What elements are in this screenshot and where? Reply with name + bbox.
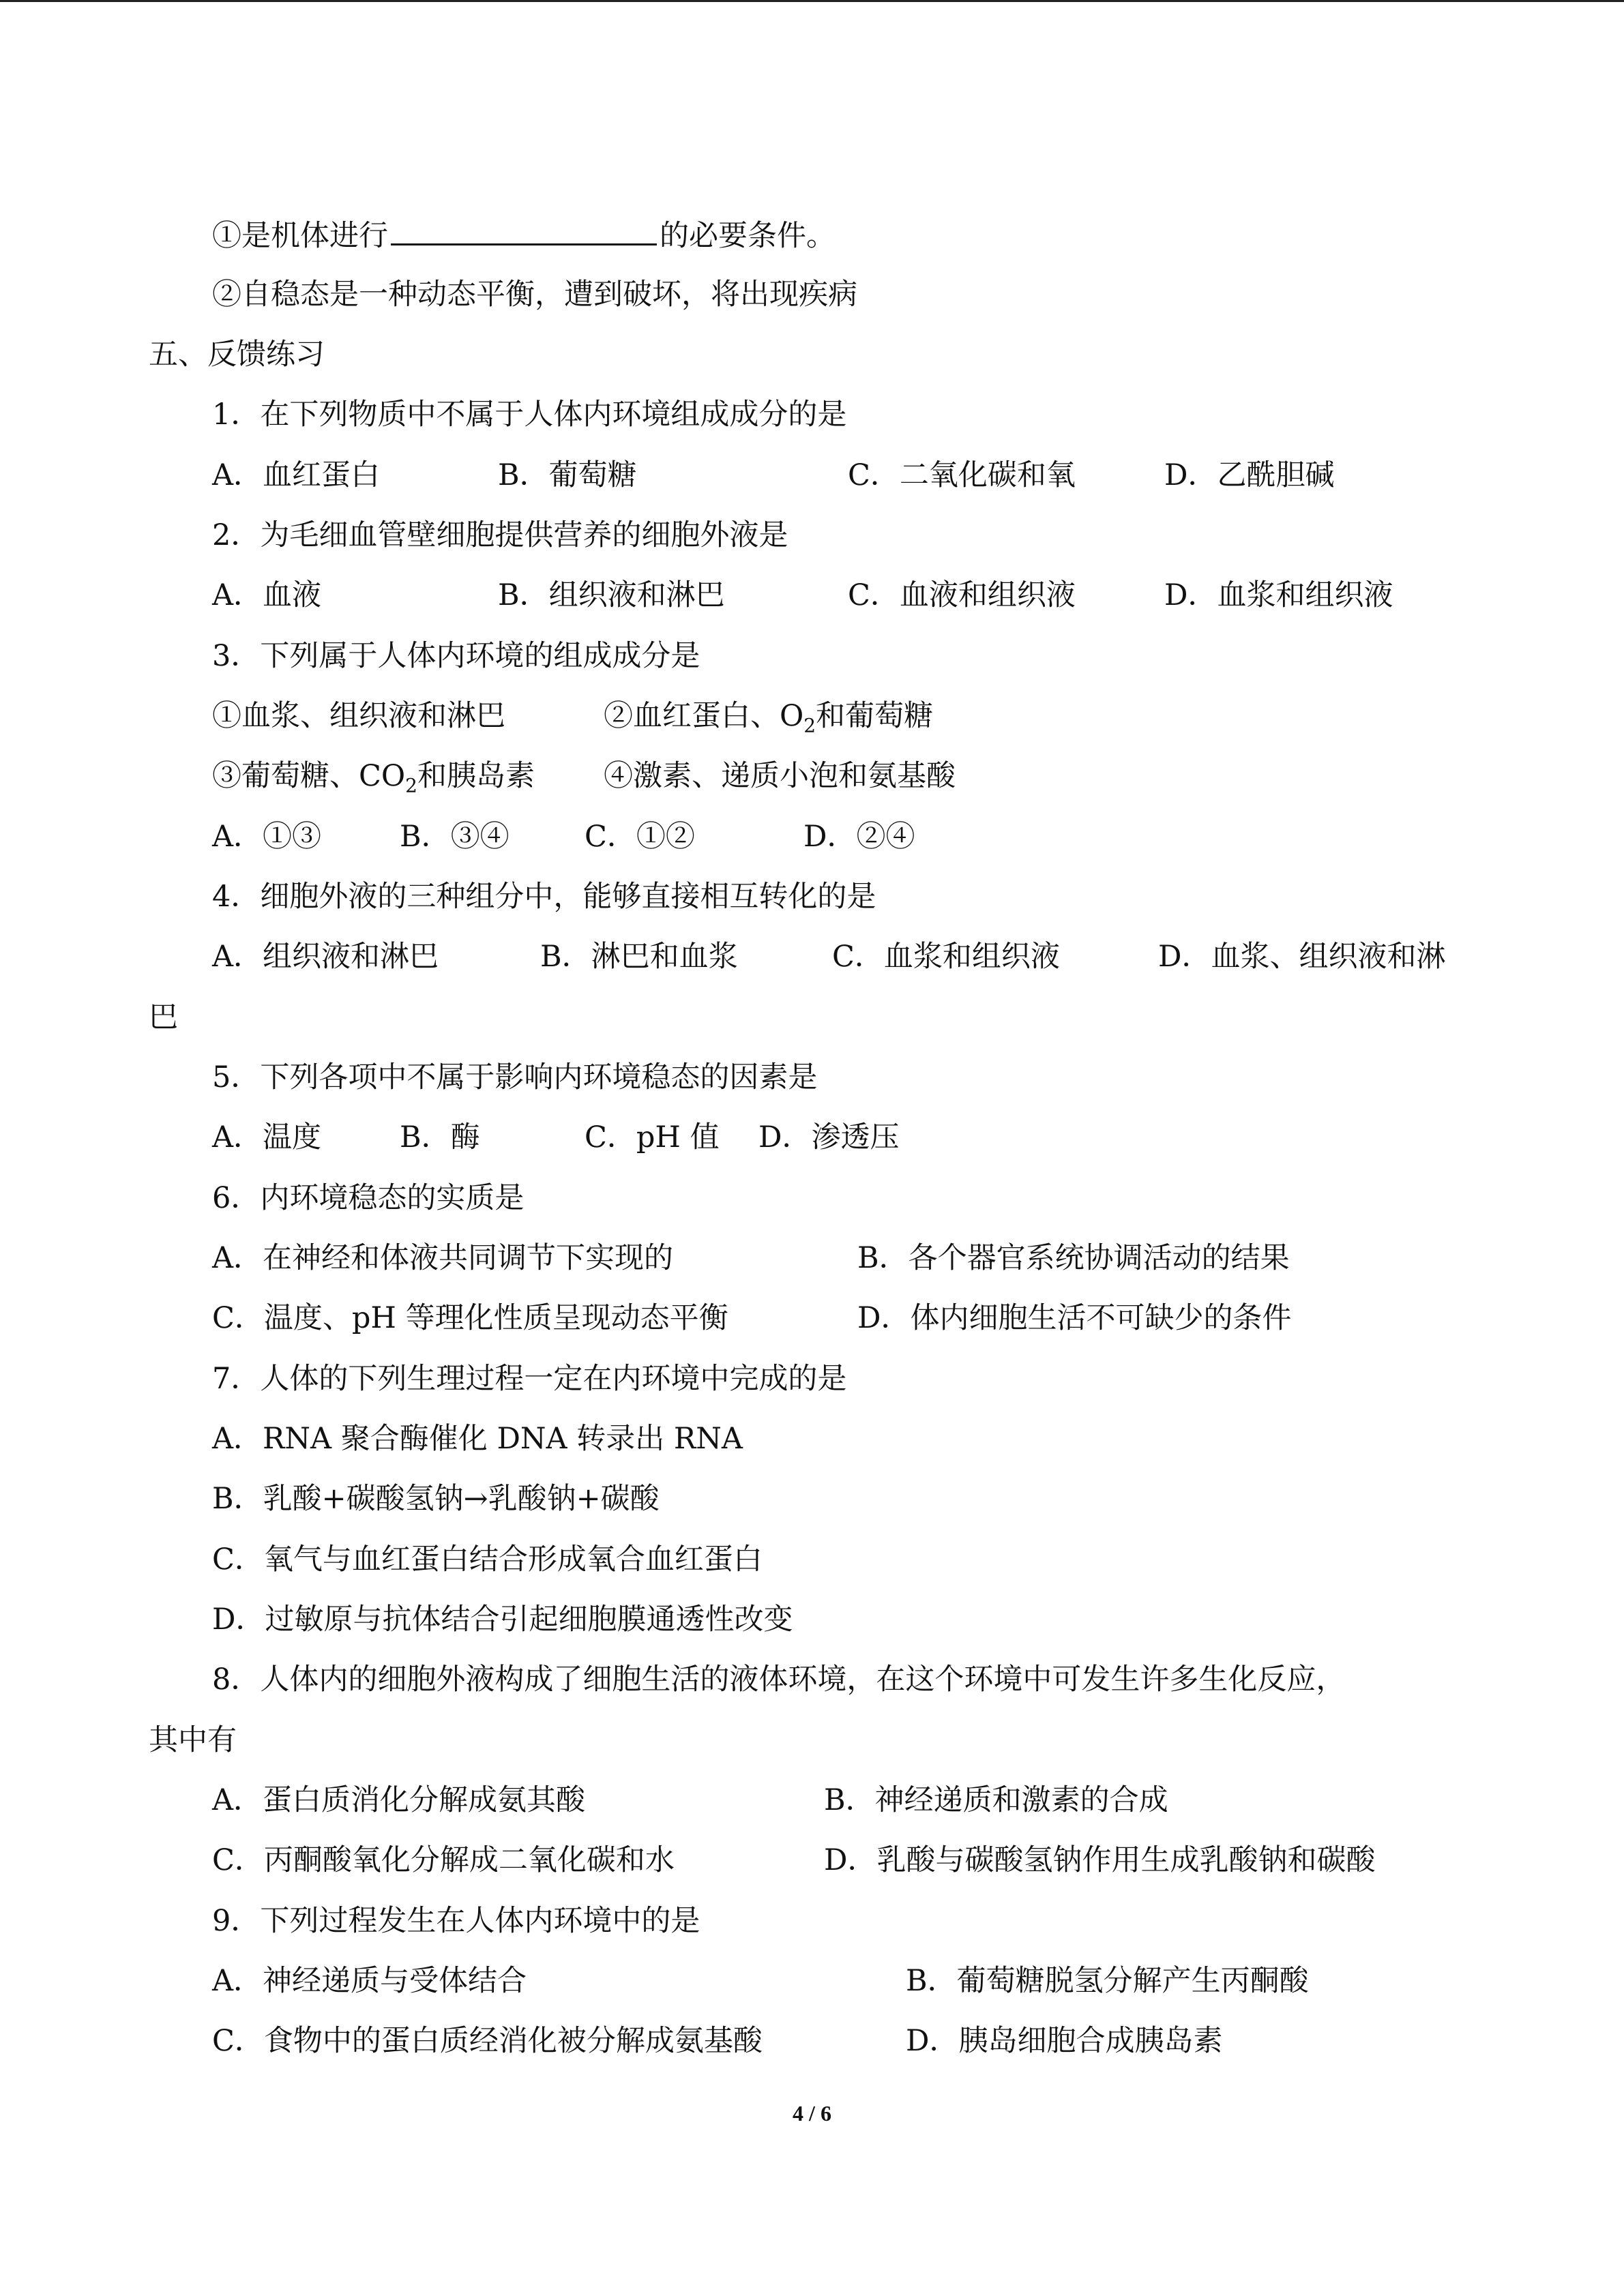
q5-option-c[interactable]: C．pH 值 xyxy=(585,1120,720,1154)
q3-statement-1: ①血浆、组织液和淋巴 xyxy=(212,699,505,733)
q3-statement-3-text: ③葡萄糖、CO xyxy=(212,759,406,793)
q4-option-b[interactable]: B．淋巴和血浆 xyxy=(540,940,738,974)
q8-option-d[interactable]: D．乳酸与碳酸氢钠作用生成乳酸钠和碳酸 xyxy=(824,1843,1376,1877)
question-5-stem: 5．下列各项中不属于影响内环境稳态的因素是 xyxy=(212,1060,818,1094)
question-2-stem: 2．为毛细血管壁细胞提供营养的细胞外液是 xyxy=(212,518,788,552)
q6-option-d[interactable]: D．体内细胞生活不可缺少的条件 xyxy=(857,1301,1292,1335)
question-4-stem: 4．细胞外液的三种组分中，能够直接相互转化的是 xyxy=(212,880,876,914)
q3-option-b[interactable]: B．③④ xyxy=(400,820,510,854)
q9-option-b[interactable]: B．葡萄糖脱氢分解产生丙酮酸 xyxy=(906,1964,1309,1998)
top-border xyxy=(0,0,1624,2)
question-3-stem: 3．下列属于人体内环境的组成成分是 xyxy=(212,639,700,673)
fill-blank[interactable] xyxy=(391,213,657,245)
intro-line-1 xyxy=(212,213,836,256)
question-6-stem: 6．内环境稳态的实质是 xyxy=(212,1181,525,1215)
q4-option-d[interactable]: D．血浆、组织液和淋 xyxy=(1158,940,1446,974)
q1-option-d[interactable]: D．乙酰胆碱 xyxy=(1164,458,1335,492)
section-title: 五、反馈练习 xyxy=(149,338,325,372)
q4-option-a[interactable]: A．组织液和淋巴 xyxy=(212,940,439,974)
subscript: 2 xyxy=(405,774,417,797)
q1-option-c[interactable]: C．二氧化碳和氧 xyxy=(848,458,1076,492)
q2-option-b[interactable]: B．组织液和淋巴 xyxy=(498,578,725,612)
page-number: 4 / 6 xyxy=(793,2101,831,2126)
q8-option-c[interactable]: C．丙酮酸氧化分解成二氧化碳和水 xyxy=(212,1843,675,1877)
question-8-stem: 8．人体内的细胞外液构成了细胞生活的液体环境，在这个环境中可发生许多生化反应， xyxy=(212,1663,1346,1697)
q3-statement-4: ④激素、递质小泡和氨基酸 xyxy=(604,759,956,793)
q3-statement-2-text: ②血红蛋白、O xyxy=(604,699,804,733)
question-1-stem: 1．在下列物质中不属于人体内环境组成成分的是 xyxy=(212,398,847,432)
q5-option-a[interactable]: A．温度 xyxy=(212,1120,322,1154)
subscript: 2 xyxy=(803,714,816,737)
q3-statement-3 xyxy=(212,756,535,807)
intro-text-end: 的必要条件。 xyxy=(660,219,836,253)
q2-option-a[interactable]: A．血液 xyxy=(212,578,322,612)
q3-option-c[interactable]: C．①② xyxy=(585,820,695,854)
q5-option-b[interactable]: B．酶 xyxy=(400,1120,480,1154)
q7-option-d[interactable]: D．过敏原与抗体结合引起细胞膜通透性改变 xyxy=(212,1602,793,1637)
q5-option-d[interactable]: D．渗透压 xyxy=(758,1120,900,1154)
q8-option-b[interactable]: B．神经递质和激素的合成 xyxy=(824,1783,1168,1817)
q9-option-c[interactable]: C．食物中的蛋白质经消化被分解成氨基酸 xyxy=(212,2024,763,2058)
q2-option-d[interactable]: D．血浆和组织液 xyxy=(1164,578,1393,612)
q1-option-b[interactable]: B．葡萄糖 xyxy=(498,458,637,492)
q9-option-a[interactable]: A．神经递质与受体结合 xyxy=(212,1964,527,1998)
q6-option-c[interactable]: C．温度、pH 等理化性质呈现动态平衡 xyxy=(212,1301,728,1335)
q7-option-a[interactable]: A．RNA 聚合酶催化 DNA 转录出 RNA xyxy=(212,1422,743,1456)
question-9-stem: 9．下列过程发生在人体内环境中的是 xyxy=(212,1904,700,1938)
question-7-stem: 7．人体的下列生理过程一定在内环境中完成的是 xyxy=(212,1362,847,1396)
q3-option-d[interactable]: D．②④ xyxy=(803,820,915,854)
q6-option-b[interactable]: B．各个器官系统协调活动的结果 xyxy=(857,1241,1290,1275)
q4-option-c[interactable]: C．血浆和组织液 xyxy=(832,940,1060,974)
q3-statement-2-tail: 和葡萄糖 xyxy=(816,699,934,733)
intro-text: ①是机体进行 xyxy=(212,219,388,253)
q7-option-c[interactable]: C．氧气与血红蛋白结合形成氧合血红蛋白 xyxy=(212,1542,763,1577)
q2-option-c[interactable]: C．血液和组织液 xyxy=(848,578,1076,612)
q3-statement-2 xyxy=(604,696,933,747)
intro-line-2: ②自稳态是一种动态平衡，遭到破坏，将出现疾病 xyxy=(212,278,857,312)
q1-option-a[interactable]: A．血红蛋白 xyxy=(212,458,381,492)
q3-statement-3-tail: 和胰岛素 xyxy=(417,759,535,793)
q7-option-b[interactable]: B．乳酸+碳酸氢钠→乳酸钠+碳酸 xyxy=(212,1482,660,1516)
q9-option-d[interactable]: D．胰岛细胞合成胰岛素 xyxy=(906,2024,1223,2058)
q8-option-a[interactable]: A．蛋白质消化分解成氨其酸 xyxy=(212,1783,586,1817)
question-8-stem-continued: 其中有 xyxy=(149,1723,237,1757)
q3-option-a[interactable]: A．①③ xyxy=(212,820,322,854)
q6-option-a[interactable]: A．在神经和体液共同调节下实现的 xyxy=(212,1241,674,1275)
q4-option-d-continued: 巴 xyxy=(149,1000,178,1034)
